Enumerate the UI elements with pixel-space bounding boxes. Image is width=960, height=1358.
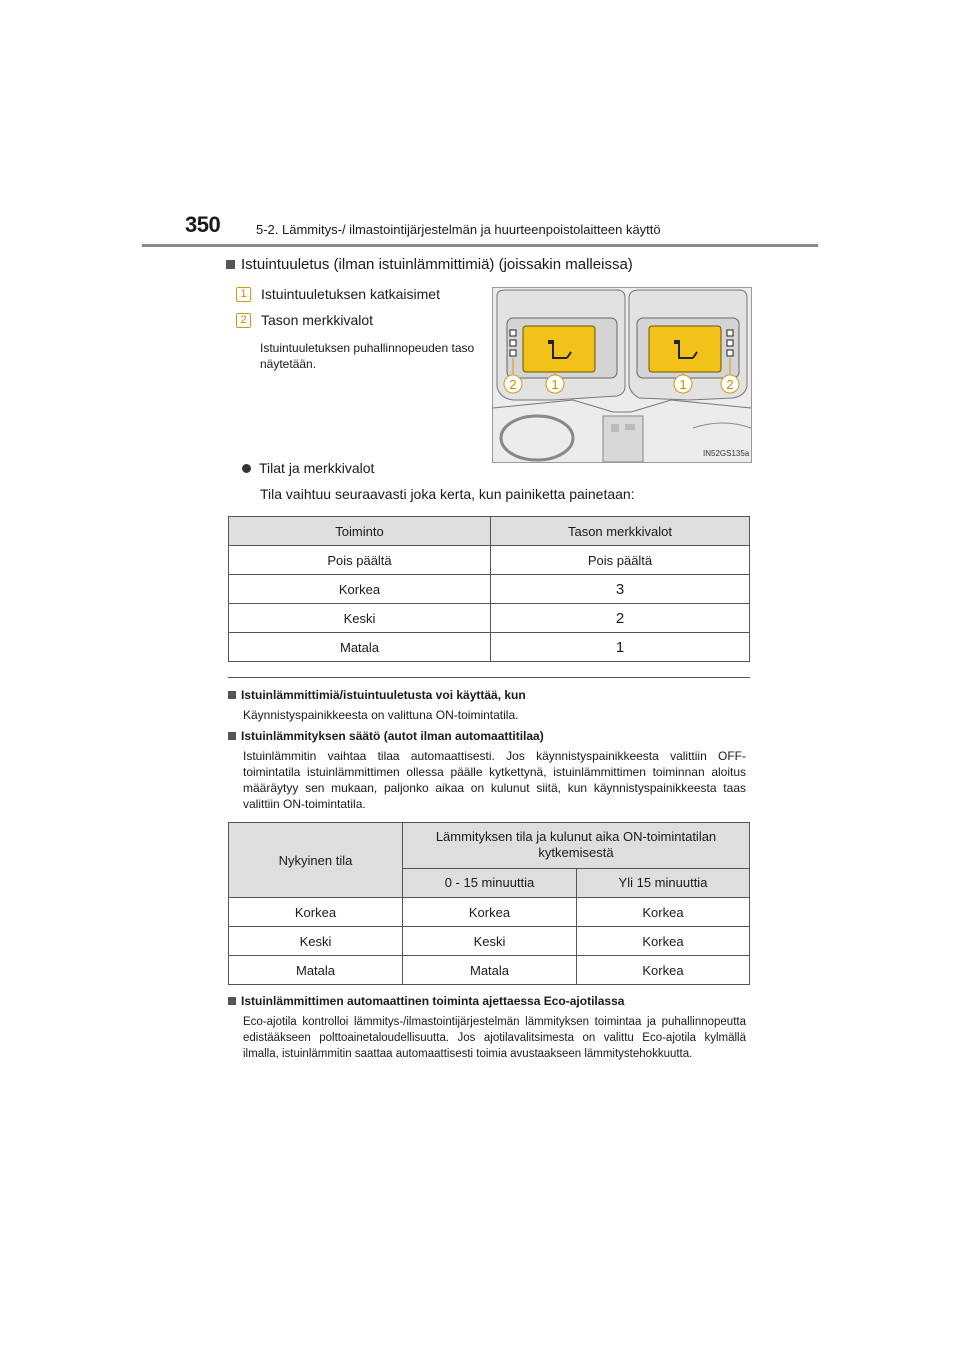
callout-number-badge: 1 xyxy=(236,287,251,302)
table-cell: Korkea xyxy=(403,898,577,927)
table-row xyxy=(229,898,750,927)
dashboard-svg xyxy=(493,288,751,462)
heating-state-table xyxy=(228,822,750,985)
chapter-title: 5-2. Lämmitys-/ ilmastointijärjestelmän ja huurteenpoistolaitteen käyttö xyxy=(256,222,661,237)
table-subheader: Yli 15 minuuttia xyxy=(577,868,750,897)
table-cell: Keski xyxy=(403,927,577,956)
table-cell: Korkea xyxy=(577,956,750,985)
callout-1 xyxy=(236,286,440,302)
note-body: Istuinlämmitin vaihtaa tilaa automaattisesti. Jos käynnistyspainikkeesta valittiin OFF-toimintatila istuinlämmittimen ollessa päälle kytkettynä, istuinlämmittimen toiminnan aloitus määräytyy sen mukaan, paljonko aikaa on kulunut siitä, kun käynnistyspainikkeesta taas valittiin ON-toimintatila. xyxy=(243,749,746,811)
table-cell: Matala xyxy=(229,633,491,662)
figure-label: 2 xyxy=(509,377,517,392)
bullet-icon xyxy=(242,464,251,473)
dashboard-illustration xyxy=(492,287,752,463)
bullet-description: Tila vaihtuu seuraavasti joka kerta, kun painiketta painetaan: xyxy=(260,486,635,502)
table-subheader: 0 - 15 minuuttia xyxy=(403,868,577,897)
table-cell: Matala xyxy=(403,956,577,985)
note-heading xyxy=(228,688,526,702)
table-cell: Korkea xyxy=(229,898,403,927)
table-row xyxy=(229,546,750,575)
callout-label: Tason merkkivalot xyxy=(261,312,374,328)
section-title: Istuintuuletus (ilman istuinlämmittimiä) (joissakin malleissa) xyxy=(241,256,633,273)
note-title: Istuinlämmittimiä/istuintuuletusta voi käyttää, kun xyxy=(241,688,526,702)
table-cell: 3 xyxy=(491,575,750,604)
table-header: Toiminto xyxy=(229,517,491,546)
figure-label: 2 xyxy=(726,377,734,392)
table-row xyxy=(229,604,750,633)
table-cell: Matala xyxy=(229,956,403,985)
callout-label: Istuintuuletuksen katkaisimet xyxy=(261,286,440,302)
table-header: Nykyinen tila xyxy=(229,823,403,898)
table-cell: Pois päältä xyxy=(491,546,750,575)
note-body: Käynnistyspainikkeesta on valittuna ON-toimintatila. xyxy=(243,708,519,722)
square-bullet-icon xyxy=(228,997,236,1005)
header-rule xyxy=(142,244,818,247)
bullet-title: Tilat ja merkkivalot xyxy=(259,460,375,476)
note-heading xyxy=(228,994,624,1008)
table-row xyxy=(229,575,750,604)
square-bullet-icon xyxy=(228,691,236,699)
figure-label: 1 xyxy=(679,377,687,392)
callout-2 xyxy=(236,312,373,328)
table-cell: Keski xyxy=(229,604,491,633)
table-row xyxy=(229,927,750,956)
bullet-heading xyxy=(242,460,374,476)
section-divider xyxy=(228,677,750,678)
section-heading xyxy=(226,256,633,273)
table-cell: Keski xyxy=(229,927,403,956)
note-body: Eco-ajotila kontrolloi lämmitys-/ilmastointijärjestelmän lämmityksen toimintaa ja puhallinnopeutta edistääkseen polttoainetaloudellisuutta. Jos ajotilavalitsimesta on valittu Eco-ajotila kylmällä ilmalla, istuinlämmitin saattaa automaattisesti toimia avustaakseen lämmitystehokkuutta. xyxy=(243,1016,746,1060)
note-title: Istuinlämmittimen automaattinen toiminta ajettaessa Eco-ajotilassa xyxy=(241,994,625,1008)
table-row xyxy=(229,956,750,985)
note-title: Istuinlämmityksen säätö (autot ilman automaattitilaa) xyxy=(241,729,544,743)
note-heading xyxy=(228,729,544,743)
table-header: Lämmityksen tila ja kulunut aika ON-toimintatilan kytkemisestä xyxy=(403,823,750,869)
mode-indicator-table xyxy=(228,516,750,662)
table-cell: Korkea xyxy=(577,927,750,956)
figure-code: IN52GS135a xyxy=(703,449,750,458)
square-bullet-icon xyxy=(226,260,235,269)
callout-number-badge: 2 xyxy=(236,313,251,328)
square-bullet-icon xyxy=(228,732,236,740)
table-cell: 2 xyxy=(491,604,750,633)
table-cell: 1 xyxy=(491,633,750,662)
table-cell: Korkea xyxy=(577,898,750,927)
callout-description: Istuintuuletuksen puhallinnopeuden taso näytetään. xyxy=(260,341,475,371)
figure-label: 1 xyxy=(551,377,559,392)
page-number: 350 xyxy=(185,212,221,237)
table-cell: Pois päältä xyxy=(229,546,491,575)
table-row xyxy=(229,633,750,662)
table-header: Tason merkkivalot xyxy=(491,517,750,546)
table-cell: Korkea xyxy=(229,575,491,604)
